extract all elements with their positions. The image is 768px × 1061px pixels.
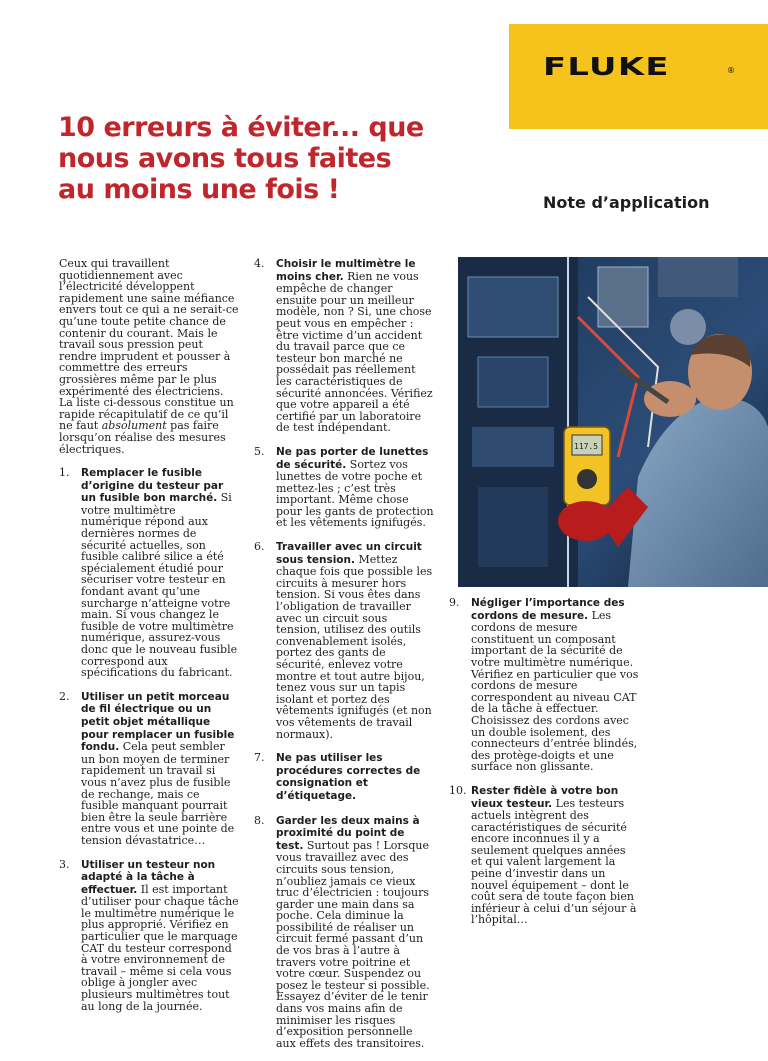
item-text: Sortez vos lunettes de votre poche et mettez-les ; c’est très important. Même chose pour les gants de protection et les vêtements ignifugés.: [276, 457, 434, 530]
item-heading: Ne pas porter de lunettes de sécurité.: [276, 445, 429, 471]
list-item: [254, 815, 434, 1050]
item-number: 6.: [254, 540, 265, 554]
list-item: [59, 691, 239, 847]
item-heading: Travailler avec un circuit sous tension.: [276, 541, 422, 566]
intro-paragraph: Ceux qui travaillent quotidiennement avec l’électricité développent rapidement une saine méfiance envers tout ce qui a ne serait-ce qu’une toute petite chance de contenir du courant. Mais le travail sous pression peut rendre imprudent et pousser à commettre des erreurs grossières même par le plus expérimenté des électriciens. La liste ci-dessous constitue un rapide récapitulatif de ce qu’il ne faut absolument pas faire lorsqu’on réalise des mesures électriques.: [59, 257, 239, 456]
title-line: au moins une fois !: [58, 174, 340, 205]
title-line: 10 erreurs à éviter... que: [58, 112, 424, 143]
item-text: Rien ne vous empêche de changer ensuite pour un meilleur modèle, non ? Si, une chose peut vous en empêcher : être victime d’un accident du travail parce que ce testeur bon marché ne possédait pas réellement les caractéristiques de sécurité annoncées. Vérifiez que votre appareil a été certifié par un laboratoire de test indépendant.: [276, 269, 433, 435]
list-item: [449, 785, 639, 926]
item-text: Surtout pas ! Lorsque vous travaillez avec des circuits sous tension, n’oubliez jamais ce vieux truc d’électricien : toujours garder une main dans sa poche. Cela diminue la possibilité de réaliser un circuit fermé passant d’un de vos bras à l’autre à travers votre poitrine et votre cœur. Suspendez ou posez le testeur si possible. Essayez d’éviter de le tenir dans vos mains afin de minimiser les risques d’exposition personnelle aux effets des transitoires.: [276, 838, 430, 1050]
item-text: Mettez chaque fois que possible les circuits à mesurer hors tension. Si vous êtes dans l’obligation de travailler avec un circuit sous tension, utilisez des outils convenablement isolés, portez des gants de sécurité, enlevez votre montre et tout autre bijou, tenez vous sur un tapis isolant et portez des vêtements ignifugés (et non vos vêtements de travail normaux).: [276, 552, 433, 741]
item-heading: Rester fidèle à votre bon vieux testeur.: [471, 784, 619, 810]
page-title: [58, 112, 488, 205]
list-item: [59, 859, 239, 1013]
item-heading: Utiliser un testeur non adapté à la tâche à effectuer.: [81, 858, 216, 896]
document-subtitle: Note d’application: [543, 193, 710, 212]
item-number: 2.: [59, 689, 70, 703]
item-text: Cela peut sembler un bon moyen de terminer rapidement un travail si vous n’avez plus de fusible de rechange, mais ce fusible manquant pourrait bien être la seule barrière entre vous et une pointe de tension dévastatrice…: [81, 740, 235, 847]
item-text: Si votre multimètre numérique répond aux dernières normes de sécurité actuelles, son fusible calibré silice a été spécialement étudié pour sécuriser votre testeur en fondant avant qu’une surcharge n’atteigne votre main. Si vous changez le fusible de votre multimètre numérique, assurez-vous donc que le nouveau fusible correspond aux spécifications du fabricant.: [81, 491, 238, 680]
list-item: [254, 258, 434, 434]
item-number: 4.: [254, 257, 265, 270]
item-number: 10.: [449, 783, 467, 797]
meter-display: 117.5: [574, 442, 599, 451]
photo-illustration: [458, 257, 768, 587]
list-item: [254, 446, 434, 529]
list-item: [254, 752, 434, 802]
column-1: [59, 258, 239, 1024]
item-text: Il est important d’utiliser pour chaque tâche le multimètre numérique le plus approprié. Vérifiez en particulier que le marquage CAT du testeur correspond à votre environnement de travail – même si cela vous oblige à jongler avec plusieurs multimètres tout au long de la journée.: [81, 882, 239, 1013]
fluke-logo: [509, 24, 768, 129]
item-heading: Négliger l’importance des cordons de mesure.: [471, 597, 625, 622]
item-heading: Remplacer le fusible d’origine du testeur par un fusible bon marché.: [81, 467, 224, 505]
item-heading: Ne pas utiliser les procédures correctes de consignation et d’étiquetage.: [276, 752, 421, 802]
item-text: Les cordons de mesure constituent un composant important de la sécurité de votre multimètre numérique. Vérifiez en particulier que vos cordons de mesure correspondent au niveau CAT de la tâche à effectuer. Choisissez des cordons avec un double isolement, des connecteurs d’entrée blindés, des protège-doigts et une surface non glissante.: [471, 608, 639, 774]
item-text: Les testeurs actuels intègrent des caractéristiques de sécurité encore inconnues il y a seulement quelques années et qui valent largement la peine d’investir dans un nouvel équipement – dont le coût sera de toute façon bien inférieur à celui d’un séjour à l’hôpital…: [471, 796, 637, 927]
item-heading: Utiliser un petit morceau de fil électrique ou un petit objet métallique pour remplacer un fusible fondu.: [81, 690, 235, 754]
column-3: [449, 597, 639, 938]
column-2: [254, 258, 434, 1061]
title-line: nous avons tous faites: [58, 143, 392, 174]
registered-mark: ®: [727, 66, 735, 75]
item-number: 1.: [59, 466, 70, 480]
logo-text: FLUKE: [543, 52, 670, 81]
item-number: 5.: [254, 444, 265, 458]
list-item: [449, 597, 639, 773]
list-item: [254, 541, 434, 740]
item-number: 9.: [449, 596, 460, 609]
item-number: 7.: [254, 751, 265, 765]
item-heading: Garder les deux mains à proximité du point de test.: [276, 814, 420, 852]
item-heading: Choisir le multimètre le moins cher.: [276, 258, 416, 283]
item-number: 8.: [254, 813, 265, 827]
item-number: 3.: [59, 857, 70, 871]
electrician-photo: [458, 257, 768, 587]
list-item: [59, 467, 239, 679]
